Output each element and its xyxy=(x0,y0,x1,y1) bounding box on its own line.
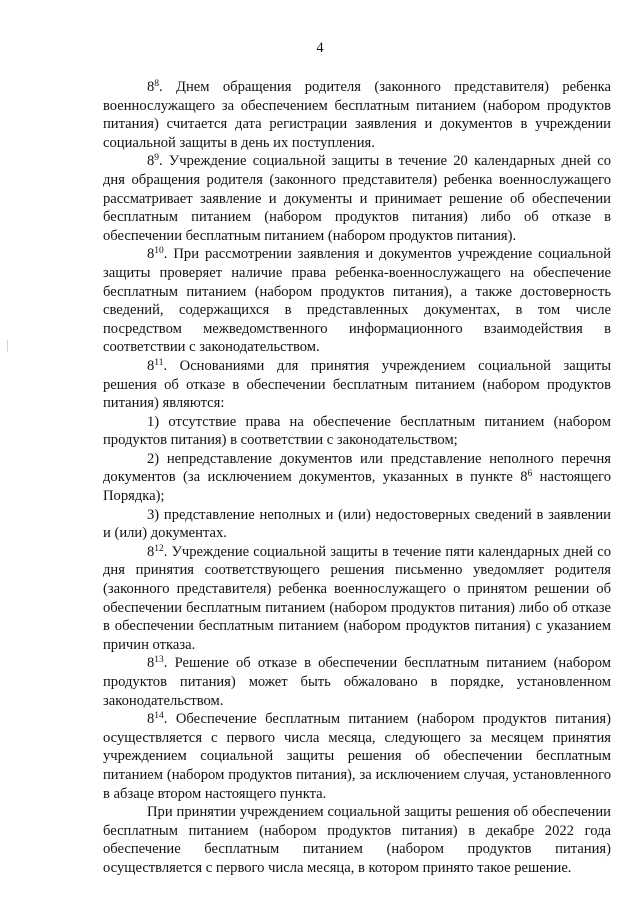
paragraph-superscript: 12 xyxy=(154,543,164,554)
paragraph-8-8 xyxy=(103,78,611,152)
list-item-1 xyxy=(103,413,611,450)
list-item-superscript: 6 xyxy=(527,469,533,480)
paragraph-8-11 xyxy=(103,357,611,413)
page-number: 4 xyxy=(316,40,324,56)
paragraph-8-13 xyxy=(103,654,611,710)
paragraph-8-9 xyxy=(103,152,611,245)
document-body xyxy=(103,78,611,878)
scan-artifact xyxy=(7,340,8,352)
paragraph-text: . Днем обращения родителя (законного представителя) ребенка военнослужащего за обеспечением бесплатным питанием (набором продуктов питания) считается дата регистрации заявления и документов в учреждении социальной защиты в день их поступления. xyxy=(103,79,611,151)
paragraph-number: 8 xyxy=(147,153,155,170)
paragraph-8-14 xyxy=(103,710,611,803)
paragraph-number: 8 xyxy=(147,655,155,672)
paragraph-number: 8 xyxy=(147,543,155,560)
paragraph-text: . Обеспечение бесплатным питанием (набором продуктов питания) осуществляется с первого числа месяца, следующего за месяцем принятия учреждением социальной защиты решения об обеспечении бесплатным питанием (набором продуктов питания), за исключением случая, установленного в абзаце втором настоящего пункта. xyxy=(103,711,611,802)
list-item-text: 3) представление неполных и (или) недостоверных сведений в заявлении и (или) документах. xyxy=(103,506,611,542)
paragraph-superscript: 13 xyxy=(154,655,164,666)
list-item-3 xyxy=(103,506,611,543)
paragraph-number: 8 xyxy=(147,357,155,374)
paragraph-number: 8 xyxy=(147,79,155,95)
paragraph-number: 8 xyxy=(147,711,155,728)
paragraph-text: . Учреждение социальной защиты в течение 20 календарных дней со дня обращения родителя (законного представителя) ребенка военнослужащего рассматривает заявление и документы и принимает решение об обеспечении бесплатным питанием (набором продуктов питания) либо об отказе в обеспечении бесплатным питанием (набором продуктов питания). xyxy=(103,153,611,244)
paragraph-8-12 xyxy=(103,543,611,655)
paragraph-text: . Основаниями для принятия учреждением социальной защиты решения об отказе в обеспечении бесплатным питанием (набором продуктов питания) являются: xyxy=(103,357,611,412)
list-item-2 xyxy=(103,450,611,506)
list-item-text: 2) непредставление документов или представление неполного перечня документов (за исключением документов, указанных в пункте 8 xyxy=(103,450,611,486)
paragraph-text: . Решение об отказе в обеспечении бесплатным питанием (набором продуктов питания) может быть обжаловано в порядке, установленном законодательством. xyxy=(103,655,611,709)
paragraph-superscript: 9 xyxy=(154,153,160,164)
paragraph-superscript: 8 xyxy=(154,79,160,89)
paragraph-text: . Учреждение социальной защиты в течение пяти календарных дней со дня принятия соответствующего решения письменно уведомляет родителя (законного представителя) ребенка военнослужащего о принятом решении об обеспечении бесплатным питанием (набором продуктов питания) либо об отказе в обеспечении бесплатным питанием (набором продуктов питания) с указанием причин отказа. xyxy=(103,543,611,653)
paragraph-final: При принятии учреждением социальной защиты решения об обеспечении бесплатным питанием (набором продуктов питания) в декабре 2022 года обеспечение бесплатным питанием (набором продуктов питания) осуществляется с первого числа месяца, в котором принято такое решение. xyxy=(103,804,611,876)
list-item-text-after: настоящего Порядка); xyxy=(103,469,611,505)
paragraph-text: . При рассмотрении заявления и документов учреждение социальной защиты проверяет наличие права ребенка-военнослужащего на обеспечение бесплатным питанием (набором продуктов питания), а также достоверность сведений, содержащихся в представленных документах, в том числе посредством межведомственного информационного взаимодействия в соответствии с законодательством. xyxy=(103,246,611,356)
paragraph-8-10 xyxy=(103,245,611,357)
paragraph-superscript: 14 xyxy=(154,711,164,722)
paragraph-superscript: 10 xyxy=(154,246,164,257)
paragraph-number: 8 xyxy=(147,246,155,263)
list-item-text: 1) отсутствие права на обеспечение бесплатным питанием (набором продуктов питания) в соответствии с законодательством; xyxy=(103,413,611,449)
paragraph-superscript: 11 xyxy=(154,357,164,368)
